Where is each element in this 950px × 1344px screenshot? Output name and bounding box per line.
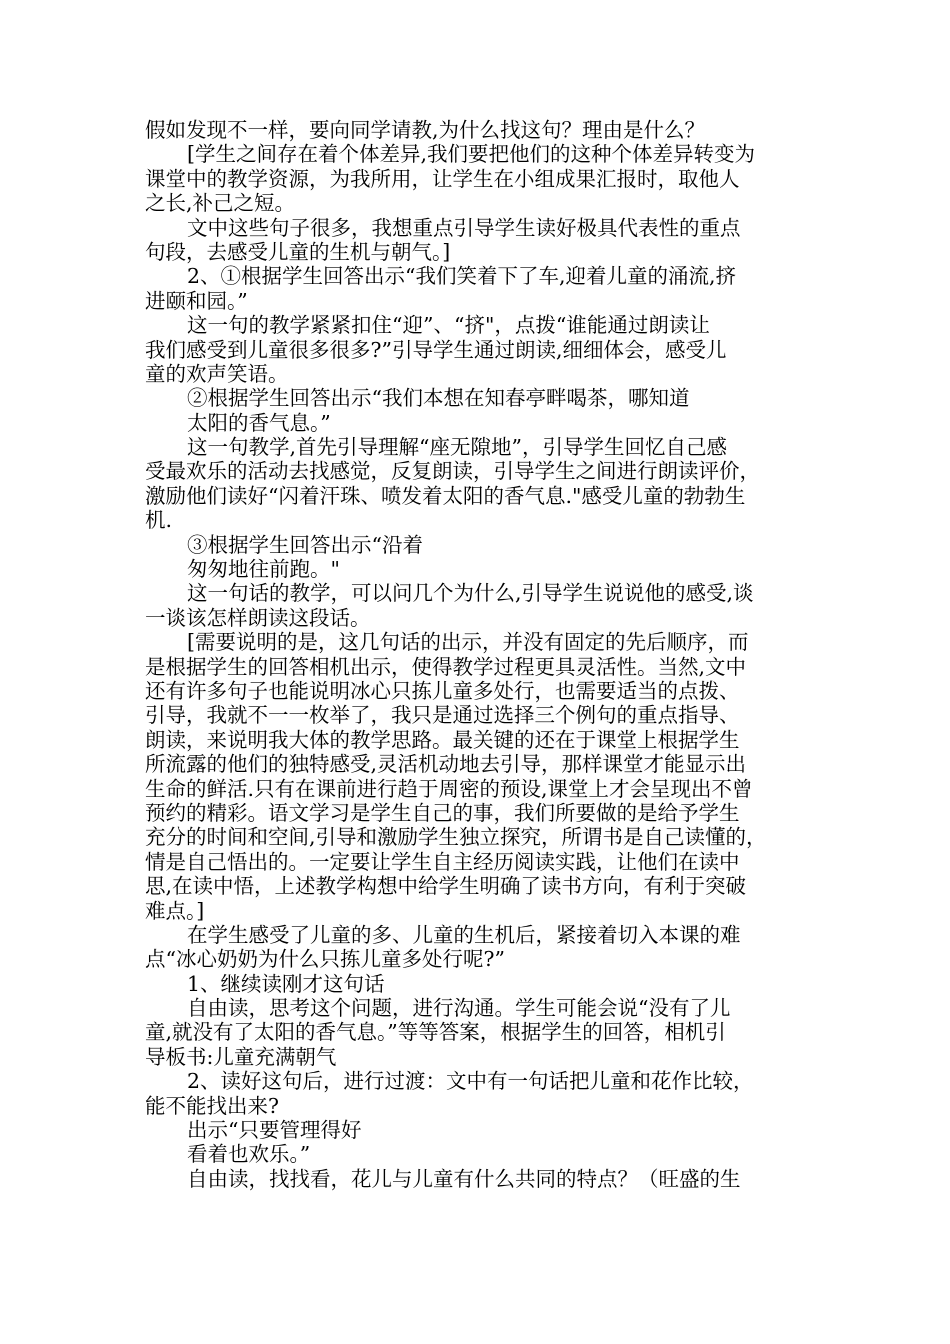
text-line: 之长,补己之短。	[145, 191, 296, 216]
text-line: 文中这些句子很多，我想重点引导学生读好极具代表性的重点	[187, 215, 741, 240]
text-line: 进颐和园。”	[145, 288, 248, 313]
text-line: 预约的精彩。语文学习是学生自己的事，我们所要做的是给予学生	[145, 800, 740, 825]
text-line: 机.	[145, 508, 173, 533]
text-line: 难点。]	[145, 898, 205, 923]
text-line: 情是自己悟出的。一定要让学生自主经历阅读实践，让他们在读中	[145, 849, 740, 874]
text-line: 引导，我就不一一枚举了，我只是通过选择三个例句的重点指导、	[145, 703, 740, 728]
text-line: 所流露的他们的独特感受,灵活机动地去引导，那样课堂才能显示出	[145, 752, 747, 777]
text-line: 假如发现不一样，要向同学请教,为什么找这句？理由是什么？	[145, 118, 706, 142]
text-line: 2、读好这句后，进行过渡：文中有一句话把儿童和花作比较，	[187, 1069, 754, 1094]
text-line: 点“冰心奶奶为什么只拣儿童多处行呢?”	[145, 947, 505, 972]
text-line: 我们感受到儿童很多很多?”引导学生通过朗读,细细体会，感受儿	[145, 337, 727, 362]
text-line: 一谈该怎样朗读这段话。	[145, 605, 371, 630]
text-line: 受最欢乐的活动去找感觉，反复朗读，引导学生之间进行朗读评价，	[145, 459, 760, 484]
text-line: 导板书:儿童充满朝气	[145, 1044, 337, 1069]
text-line: 2、①根据学生回答出示“我们笑着下了车,迎着儿童的涌流,挤	[187, 264, 737, 289]
text-line: 是根据学生的回答相机出示，使得教学过程更具灵活性。当然,文中	[145, 654, 747, 679]
text-line: 生命的鲜活.只有在课前进行趋于周密的预设,课堂上才会呈现出不曾	[145, 776, 753, 801]
text-line: 出示“只要管理得好	[187, 1118, 362, 1143]
text-line: 句段，去感受儿童的生机与朝气。]	[145, 239, 451, 264]
text-line: [需要说明的是，这几句话的出示，并没有固定的先后顺序，而	[187, 630, 749, 655]
text-line: 充分的时间和空间,引导和激励学生独立探究，所谓书是自己读懂的，	[145, 825, 767, 850]
text-line: 自由读，找找看，花儿与儿童有什么共同的特点？（旺盛的生	[187, 1166, 741, 1191]
text-line: 看着也欢乐。”	[187, 1142, 311, 1167]
text-line: ②根据学生回答出示“我们本想在知春亭畔喝茶，哪知道	[187, 386, 690, 411]
text-line: 1、继续读刚才这句话	[187, 971, 385, 996]
text-line: 激励他们读好“闪着汗珠、喷发着太阳的香气息."感受儿童的勃勃生	[145, 483, 746, 508]
body-text	[145, 118, 815, 1191]
text-line: 童,就没有了太阳的香气息。”等等答案，根据学生的回答，相机引	[145, 1020, 726, 1045]
text-line: [学生之间存在着个体差异,我们要把他们的这种个体差异转变为	[187, 142, 756, 167]
text-line: 太阳的香气息。”	[187, 410, 331, 435]
text-line: 这一句教学,首先引导理解“座无隙地”，引导学生回忆自己感	[187, 435, 727, 460]
text-line: 朗读，来说明我大体的教学思路。最关键的还在于课堂上根据学生	[145, 727, 740, 752]
text-line: 这一句的教学紧紧扣住“迎”、“挤"，点拨“谁能通过朗读让	[187, 313, 710, 338]
text-line: 还有许多句子也能说明冰心只拣儿童多处行，也需要适当的点拨、	[145, 678, 740, 703]
text-line: 思,在读中悟，上述教学构想中给学生明确了读书方向，有利于突破	[145, 874, 747, 899]
text-line: 课堂中的教学资源，为我所用，让学生在小组成果汇报时，取他人	[145, 166, 740, 191]
text-line: 童的欢声笑语。	[145, 361, 289, 386]
text-line: 匆匆地往前跑。"	[187, 557, 340, 582]
text-line: 自由读，思考这个问题，进行沟通。学生可能会说“没有了儿	[187, 996, 731, 1021]
text-line: 在学生感受了儿童的多、儿童的生机后，紧接着切入本课的难	[187, 922, 741, 947]
text-line: 这一句话的教学，可以问几个为什么,引导学生说说他的感受,谈	[187, 581, 754, 606]
text-line: 能不能找出来?	[145, 1093, 279, 1118]
text-line: ③根据学生回答出示“沿着	[187, 532, 423, 557]
